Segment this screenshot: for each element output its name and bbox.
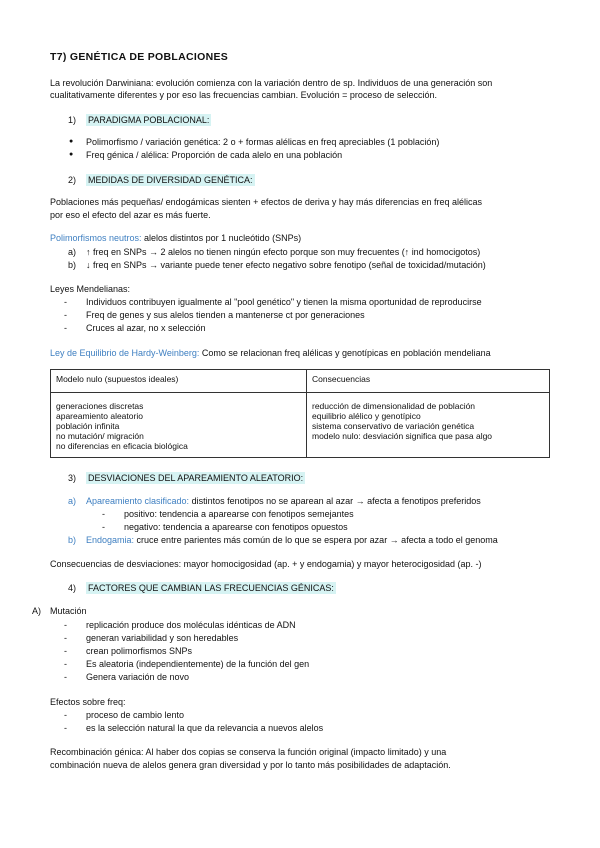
recombinacion-line-1: Recombinación génica: Al haber dos copias se conserva la función original (impacto limitado) y una — [50, 747, 447, 757]
table-header-row — [51, 370, 550, 393]
cell-line: equilibrio alélico y genotípico — [312, 411, 421, 421]
list-item: - Freq de genes y sus alelos tienden a mantenerse ct por generaciones — [86, 309, 365, 321]
neutros-label: Polimorfismos neutros: — [50, 233, 142, 243]
endogamia-label: Endogamia: — [86, 535, 135, 545]
section-2-para-1: Poblaciones más pequeñas/ endogámicas sienten + efectos de deriva y hay más diferencias en freq alélicas — [50, 197, 483, 207]
leyes-title: Leyes Mendelianas: — [50, 284, 131, 294]
neutros-item-b: ↓ freq en SNPs → variante puede tener efecto negativo sobre fenotipo (señal de toxicidad/mutación) — [86, 260, 486, 270]
section-4-number: 4) — [68, 583, 77, 593]
cell-line: población infinita — [56, 421, 120, 431]
table-cell-left — [51, 393, 307, 458]
table-header-cell: Consecuencias — [307, 370, 550, 393]
intro-line-1: La revolución Darwiniana: evolución comienza con la variación dentro de sp. Individuos de una generación son — [50, 78, 493, 88]
list-item: - crean polimorfismos SNPs — [86, 645, 192, 657]
marker-a: a) — [68, 496, 77, 506]
section-4-heading: FACTORES QUE CAMBIAN LAS FRECUENCIAS GÉNICAS: — [88, 583, 334, 593]
section-3-heading: DESVIACIONES DEL APAREAMIENTO ALEATORIO: — [88, 473, 304, 483]
section-2-heading: MEDIDAS DE DIVERSIDAD GENÉTICA: — [88, 175, 253, 185]
cell-line: reducción de dimensionalidad de población — [312, 401, 476, 411]
apareamiento-line — [86, 495, 481, 507]
recombinacion-line-2: combinación nueva de alelos genera gran diversidad y por lo tanto más posibilidades de adaptación. — [50, 760, 451, 770]
list-item: ● Polimorfismo / variación genética: 2 o + formas alélicas en freq apreciables (1 población) — [86, 136, 439, 148]
section-2-para-2: por eso el efecto del azar es más fuerte. — [50, 210, 211, 220]
marker-b: b) — [68, 535, 77, 545]
hardy-weinberg-label: Ley de Equilibrio de Hardy-Weinberg: — [50, 348, 200, 358]
table-row — [51, 393, 550, 458]
section-3-number: 3) — [68, 473, 77, 483]
page-title: T7) GENÉTICA DE POBLACIONES — [50, 51, 229, 63]
neutros-marker-a: a) — [68, 247, 77, 257]
hardy-weinberg-table — [50, 369, 550, 458]
list-item: - Es aleatoria (independientemente) de la función del gen — [86, 658, 309, 670]
section-1-heading: PARADIGMA POBLACIONAL: — [88, 115, 210, 125]
neutros-text: alelos distintos por 1 nucleótido (SNPs) — [141, 233, 302, 243]
neutros-marker-b: b) — [68, 260, 77, 270]
table-cell-right — [307, 393, 550, 458]
cell-line: no mutación/ migración — [56, 431, 144, 441]
apareamiento-label: Apareamiento clasificado: — [86, 496, 190, 506]
list-item: - replicación produce dos moléculas idénticas de ADN — [86, 619, 296, 631]
cell-line: no diferencias en eficacia biológica — [56, 441, 188, 451]
list-item: - positivo: tendencia a aparearse con fenotipos semejantes — [124, 508, 354, 520]
mutacion-title: Mutación — [50, 606, 87, 616]
list-item: - Individuos contribuyen igualmente al "pool genético" y tienen la misma oportunidad de reproducirse — [86, 296, 482, 308]
list-item: - Cruces al azar, no x selección — [86, 322, 206, 334]
consecuencias-line: Consecuencias de desviaciones: mayor homocigosidad (ap. + y endogamia) y mayor heterocigosidad (ap. -) — [50, 559, 482, 569]
table-header-cell: Modelo nulo (supuestos ideales) — [51, 370, 307, 393]
list-item: - negativo: tendencia a aparearse con fenotipos opuestos — [124, 521, 348, 533]
cell-line: modelo nulo: desviación significa que pasa algo — [312, 431, 493, 441]
mutacion-marker: A) — [32, 606, 41, 616]
apareamiento-text: distintos fenotipos no se aparean al azar → afecta a fenotipos preferidos — [189, 496, 481, 506]
endogamia-text: cruce entre parientes más común de lo que se espera por azar → afecta a todo el genoma — [134, 535, 498, 545]
section-2-number: 2) — [68, 175, 77, 185]
section-1-number: 1) — [68, 115, 77, 125]
efectos-title: Efectos sobre freq: — [50, 697, 126, 707]
endogamia-line — [86, 534, 498, 546]
neutros-item-a: ↑ freq en SNPs → 2 alelos no tienen ningún efecto porque son muy frecuentes (↑ ind homocigotos) — [86, 247, 481, 257]
hardy-weinberg-text: Como se relacionan freq alélicas y genotípicas en población mendeliana — [199, 348, 491, 358]
list-item: - generan variabilidad y son heredables — [86, 632, 238, 644]
list-item: - proceso de cambio lento — [86, 709, 184, 721]
intro-line-2: cualitativamente diferentes y por eso las frecuencias cambian. Evolución = proceso de selección. — [50, 90, 437, 100]
cell-line: sistema conservativo de variación genética — [312, 421, 475, 431]
neutros-line — [50, 232, 301, 244]
cell-line: apareamiento aleatorio — [56, 411, 143, 421]
list-item: ● Freq génica / alélica: Proporción de cada alelo en una población — [86, 149, 342, 161]
hardy-weinberg-line — [50, 347, 491, 359]
cell-line: generaciones discretas — [56, 401, 144, 411]
list-item: - es la selección natural la que da relevancia a nuevos alelos — [86, 722, 323, 734]
list-item: - Genera variación de novo — [86, 671, 189, 683]
